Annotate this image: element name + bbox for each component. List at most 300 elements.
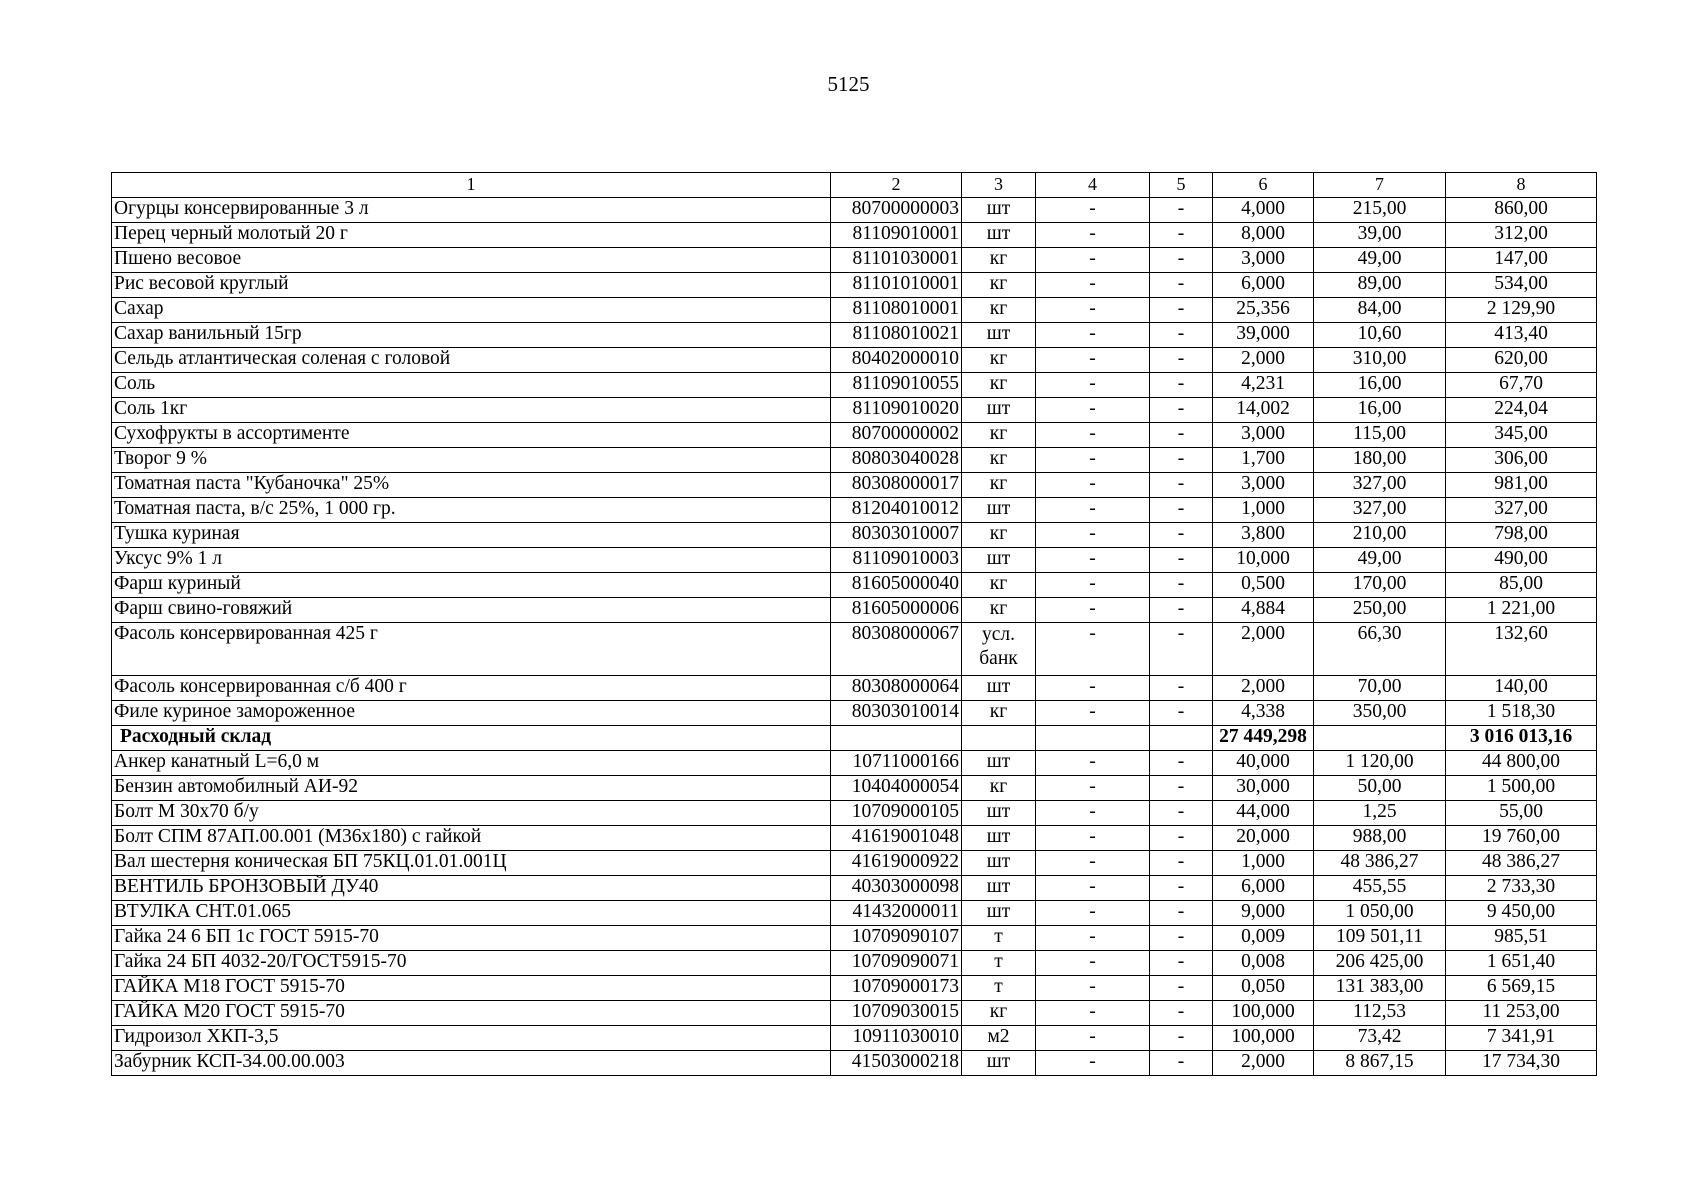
unit-cell: кг — [962, 473, 1036, 498]
unit-cell: кг — [962, 448, 1036, 473]
item-code-cell: 81108010021 — [831, 323, 962, 348]
sum-cell: 327,00 — [1446, 498, 1597, 523]
price-cell: 48 386,27 — [1314, 851, 1446, 876]
col4-cell: - — [1036, 826, 1150, 851]
sum-cell: 620,00 — [1446, 348, 1597, 373]
sum-cell: 345,00 — [1446, 423, 1597, 448]
col5-cell: - — [1150, 298, 1213, 323]
table-row — [112, 398, 1597, 423]
col4-cell: - — [1036, 951, 1150, 976]
col5-cell: - — [1150, 751, 1213, 776]
quantity-cell: 2,000 — [1213, 1051, 1314, 1076]
table-row — [112, 776, 1597, 801]
quantity-cell: 1,700 — [1213, 448, 1314, 473]
item-name-cell: Творог 9 % — [112, 448, 831, 473]
column-header: 7 — [1314, 173, 1446, 198]
sum-cell: 55,00 — [1446, 801, 1597, 826]
item-name-cell: Тушка куриная — [112, 523, 831, 548]
unit-cell: кг — [962, 573, 1036, 598]
quantity-cell: 4,231 — [1213, 373, 1314, 398]
col4-cell: - — [1036, 926, 1150, 951]
item-name-cell: Томатная паста, в/с 25%, 1 000 гр. — [112, 498, 831, 523]
table-row — [112, 623, 1597, 676]
sum-cell: 140,00 — [1446, 676, 1597, 701]
table-row — [112, 248, 1597, 273]
col5-cell: - — [1150, 373, 1213, 398]
sum-cell: 9 450,00 — [1446, 901, 1597, 926]
sum-cell: 306,00 — [1446, 448, 1597, 473]
item-code-cell: 80700000003 — [831, 198, 962, 223]
unit-cell: шт — [962, 851, 1036, 876]
item-name-cell: ВТУЛКА СНТ.01.065 — [112, 901, 831, 926]
price-cell: 327,00 — [1314, 473, 1446, 498]
quantity-cell: 40,000 — [1213, 751, 1314, 776]
col5-cell: - — [1150, 323, 1213, 348]
price-cell: 49,00 — [1314, 548, 1446, 573]
col4-cell: - — [1036, 751, 1150, 776]
price-cell: 206 425,00 — [1314, 951, 1446, 976]
item-code-cell: 10711000166 — [831, 751, 962, 776]
price-cell: 16,00 — [1314, 373, 1446, 398]
item-code-cell: 80308000064 — [831, 676, 962, 701]
col4-cell: - — [1036, 223, 1150, 248]
unit-cell: усл. банк — [962, 623, 1036, 676]
sum-cell: 11 253,00 — [1446, 1001, 1597, 1026]
col5-cell: - — [1150, 448, 1213, 473]
quantity-cell: 4,338 — [1213, 701, 1314, 726]
column-header: 1 — [112, 173, 831, 198]
table-row — [112, 1051, 1597, 1076]
item-code-cell: 81101030001 — [831, 248, 962, 273]
col4-cell — [1036, 726, 1150, 751]
sum-cell: 224,04 — [1446, 398, 1597, 423]
unit-cell: шт — [962, 223, 1036, 248]
unit-cell: шт — [962, 676, 1036, 701]
col4-cell: - — [1036, 701, 1150, 726]
col4-cell: - — [1036, 876, 1150, 901]
col4-cell: - — [1036, 623, 1150, 676]
price-cell: 215,00 — [1314, 198, 1446, 223]
price-cell: 1 050,00 — [1314, 901, 1446, 926]
col5-cell: - — [1150, 976, 1213, 1001]
table-row — [112, 273, 1597, 298]
item-name-cell: Сухофрукты в ассортименте — [112, 423, 831, 448]
unit-cell: кг — [962, 776, 1036, 801]
page-number: 5125 — [827, 72, 870, 96]
price-cell: 89,00 — [1314, 273, 1446, 298]
sum-cell: 798,00 — [1446, 523, 1597, 548]
col4-cell: - — [1036, 976, 1150, 1001]
quantity-cell: 9,000 — [1213, 901, 1314, 926]
column-header: 4 — [1036, 173, 1150, 198]
col5-cell — [1150, 726, 1213, 751]
col5-cell: - — [1150, 348, 1213, 373]
unit-cell: кг — [962, 248, 1036, 273]
sum-cell: 67,70 — [1446, 373, 1597, 398]
unit-cell: кг — [962, 348, 1036, 373]
item-name-cell: Анкер канатный L=6,0 м — [112, 751, 831, 776]
unit-cell: т — [962, 976, 1036, 1001]
table-row — [112, 523, 1597, 548]
table-row — [112, 1026, 1597, 1051]
sum-cell: 490,00 — [1446, 548, 1597, 573]
table-row — [112, 223, 1597, 248]
item-name-cell: Пшено весовое — [112, 248, 831, 273]
price-cell: 1 120,00 — [1314, 751, 1446, 776]
col4-cell: - — [1036, 498, 1150, 523]
price-cell: 112,53 — [1314, 1001, 1446, 1026]
item-code-cell: 41432000011 — [831, 901, 962, 926]
header-row — [112, 173, 1597, 198]
col5-cell: - — [1150, 223, 1213, 248]
item-name-cell: Томатная паста "Кубаночка" 25% — [112, 473, 831, 498]
quantity-cell: 0,050 — [1213, 976, 1314, 1001]
unit-cell: кг — [962, 423, 1036, 448]
col5-cell: - — [1150, 1001, 1213, 1026]
col5-cell: - — [1150, 1026, 1213, 1051]
sum-cell: 3 016 013,16 — [1446, 726, 1597, 751]
item-name-cell: Уксус 9% 1 л — [112, 548, 831, 573]
quantity-cell: 100,000 — [1213, 1001, 1314, 1026]
col5-cell: - — [1150, 951, 1213, 976]
price-cell: 70,00 — [1314, 676, 1446, 701]
col4-cell: - — [1036, 573, 1150, 598]
item-name-cell: ГАЙКА М18 ГОСТ 5915-70 — [112, 976, 831, 1001]
unit-cell: шт — [962, 198, 1036, 223]
col5-cell: - — [1150, 523, 1213, 548]
item-name-cell: Бензин автомобилный АИ-92 — [112, 776, 831, 801]
sum-cell: 48 386,27 — [1446, 851, 1597, 876]
sum-cell: 1 221,00 — [1446, 598, 1597, 623]
col5-cell: - — [1150, 901, 1213, 926]
col5-cell: - — [1150, 498, 1213, 523]
item-code-cell: 41503000218 — [831, 1051, 962, 1076]
sum-cell: 985,51 — [1446, 926, 1597, 951]
price-cell: 180,00 — [1314, 448, 1446, 473]
unit-cell: шт — [962, 901, 1036, 926]
col5-cell: - — [1150, 701, 1213, 726]
col4-cell: - — [1036, 676, 1150, 701]
col5-cell: - — [1150, 423, 1213, 448]
table-row — [112, 701, 1597, 726]
quantity-cell: 6,000 — [1213, 876, 1314, 901]
item-name-cell: Филе куриное замороженное — [112, 701, 831, 726]
quantity-cell: 25,356 — [1213, 298, 1314, 323]
table-row — [112, 851, 1597, 876]
col5-cell: - — [1150, 623, 1213, 676]
col4-cell: - — [1036, 523, 1150, 548]
price-cell: 1,25 — [1314, 801, 1446, 826]
quantity-cell: 3,000 — [1213, 473, 1314, 498]
sum-cell: 6 569,15 — [1446, 976, 1597, 1001]
col5-cell: - — [1150, 876, 1213, 901]
price-cell: 8 867,15 — [1314, 1051, 1446, 1076]
col4-cell: - — [1036, 1051, 1150, 1076]
price-cell: 10,60 — [1314, 323, 1446, 348]
unit-cell: шт — [962, 323, 1036, 348]
price-cell: 16,00 — [1314, 398, 1446, 423]
unit-cell: шт — [962, 876, 1036, 901]
quantity-cell: 4,884 — [1213, 598, 1314, 623]
price-cell: 455,55 — [1314, 876, 1446, 901]
table-row — [112, 423, 1597, 448]
price-cell: 50,00 — [1314, 776, 1446, 801]
item-code-cell: 81108010001 — [831, 298, 962, 323]
unit-cell: шт — [962, 751, 1036, 776]
item-code-cell: 80402000010 — [831, 348, 962, 373]
quantity-cell: 14,002 — [1213, 398, 1314, 423]
col4-cell: - — [1036, 901, 1150, 926]
table-row — [112, 901, 1597, 926]
sum-cell: 44 800,00 — [1446, 751, 1597, 776]
sum-cell: 413,40 — [1446, 323, 1597, 348]
item-name-cell: Болт М 30х70 б/у — [112, 801, 831, 826]
item-name-cell: Фарш свино-говяжий — [112, 598, 831, 623]
price-cell: 131 383,00 — [1314, 976, 1446, 1001]
table-row — [112, 548, 1597, 573]
col4-cell: - — [1036, 373, 1150, 398]
table-row — [112, 198, 1597, 223]
col4-cell: - — [1036, 423, 1150, 448]
col5-cell: - — [1150, 826, 1213, 851]
unit-cell: кг — [962, 598, 1036, 623]
item-code-cell: 41619001048 — [831, 826, 962, 851]
item-name-cell: Перец черный молотый 20 г — [112, 223, 831, 248]
item-code-cell: 10709030015 — [831, 1001, 962, 1026]
unit-cell: кг — [962, 373, 1036, 398]
section-total-row — [112, 726, 1597, 751]
unit-cell: шт — [962, 826, 1036, 851]
unit-cell — [962, 726, 1036, 751]
quantity-cell: 0,008 — [1213, 951, 1314, 976]
table-row — [112, 323, 1597, 348]
item-name-cell: ГАЙКА М20 ГОСТ 5915-70 — [112, 1001, 831, 1026]
quantity-cell: 39,000 — [1213, 323, 1314, 348]
item-code-cell: 81109010001 — [831, 223, 962, 248]
sum-cell: 132,60 — [1446, 623, 1597, 676]
item-code-cell: 10709000105 — [831, 801, 962, 826]
item-code-cell: 41619000922 — [831, 851, 962, 876]
table-row — [112, 1001, 1597, 1026]
col5-cell: - — [1150, 801, 1213, 826]
item-code-cell: 81109010055 — [831, 373, 962, 398]
item-name-cell: Фасоль консервированная 425 г — [112, 623, 831, 676]
col4-cell: - — [1036, 348, 1150, 373]
sum-cell: 7 341,91 — [1446, 1026, 1597, 1051]
item-name-cell: Болт СПМ 87АП.00.001 (М36х180) с гайкой — [112, 826, 831, 851]
quantity-cell: 8,000 — [1213, 223, 1314, 248]
quantity-cell: 2,000 — [1213, 348, 1314, 373]
sum-cell: 2 733,30 — [1446, 876, 1597, 901]
col5-cell: - — [1150, 573, 1213, 598]
unit-cell: т — [962, 926, 1036, 951]
col5-cell: - — [1150, 776, 1213, 801]
item-code-cell: 80303010014 — [831, 701, 962, 726]
item-code-cell: 81605000040 — [831, 573, 962, 598]
quantity-cell: 3,000 — [1213, 423, 1314, 448]
item-code-cell: 80700000002 — [831, 423, 962, 448]
table-row — [112, 573, 1597, 598]
unit-cell: м2 — [962, 1026, 1036, 1051]
item-name-cell: Расходный склад — [112, 726, 831, 751]
quantity-cell: 44,000 — [1213, 801, 1314, 826]
table-body — [112, 173, 1597, 1076]
item-name-cell: Огурцы консервированные 3 л — [112, 198, 831, 223]
col4-cell: - — [1036, 473, 1150, 498]
item-name-cell: ВЕНТИЛЬ БРОНЗОВЫЙ ДУ40 — [112, 876, 831, 901]
column-header: 5 — [1150, 173, 1213, 198]
table-row — [112, 976, 1597, 1001]
quantity-cell: 30,000 — [1213, 776, 1314, 801]
unit-cell: шт — [962, 548, 1036, 573]
price-cell: 73,42 — [1314, 1026, 1446, 1051]
item-code-cell: 80803040028 — [831, 448, 962, 473]
col4-cell: - — [1036, 398, 1150, 423]
price-cell: 39,00 — [1314, 223, 1446, 248]
col4-cell: - — [1036, 323, 1150, 348]
item-name-cell: Соль 1кг — [112, 398, 831, 423]
quantity-cell: 20,000 — [1213, 826, 1314, 851]
item-code-cell: 81101010001 — [831, 273, 962, 298]
column-header: 3 — [962, 173, 1036, 198]
col5-cell: - — [1150, 248, 1213, 273]
item-name-cell: Забурник КСП-34.00.00.003 — [112, 1051, 831, 1076]
item-code-cell: 40303000098 — [831, 876, 962, 901]
unit-cell: кг — [962, 523, 1036, 548]
item-name-cell: Соль — [112, 373, 831, 398]
quantity-cell: 0,009 — [1213, 926, 1314, 951]
col5-cell: - — [1150, 676, 1213, 701]
item-name-cell: Гидроизол ХКП-3,5 — [112, 1026, 831, 1051]
col4-cell: - — [1036, 1001, 1150, 1026]
col4-cell: - — [1036, 1026, 1150, 1051]
table-row — [112, 448, 1597, 473]
item-code-cell: 80303010007 — [831, 523, 962, 548]
item-name-cell: Гайка 24 6 БП 1с ГОСТ 5915-70 — [112, 926, 831, 951]
table-row — [112, 826, 1597, 851]
item-code-cell: 10911030010 — [831, 1026, 962, 1051]
col4-cell: - — [1036, 851, 1150, 876]
col4-cell: - — [1036, 598, 1150, 623]
item-name-cell: Фасоль консервированная с/б 400 г — [112, 676, 831, 701]
sum-cell: 312,00 — [1446, 223, 1597, 248]
col5-cell: - — [1150, 473, 1213, 498]
col5-cell: - — [1150, 198, 1213, 223]
sum-cell: 147,00 — [1446, 248, 1597, 273]
price-cell: 988,00 — [1314, 826, 1446, 851]
quantity-cell: 3,000 — [1213, 248, 1314, 273]
item-code-cell: 80308000067 — [831, 623, 962, 676]
item-name-cell: Фарш куриный — [112, 573, 831, 598]
item-code-cell: 10709090071 — [831, 951, 962, 976]
sum-cell: 981,00 — [1446, 473, 1597, 498]
item-name-cell: Вал шестерня коническая БП 75КЦ.01.01.001Ц — [112, 851, 831, 876]
quantity-cell: 2,000 — [1213, 623, 1314, 676]
col4-cell: - — [1036, 548, 1150, 573]
table-row — [112, 598, 1597, 623]
quantity-cell: 10,000 — [1213, 548, 1314, 573]
sum-cell: 1 500,00 — [1446, 776, 1597, 801]
item-code-cell: 10709000173 — [831, 976, 962, 1001]
price-cell: 115,00 — [1314, 423, 1446, 448]
col4-cell: - — [1036, 298, 1150, 323]
sum-cell: 85,00 — [1446, 573, 1597, 598]
price-cell: 84,00 — [1314, 298, 1446, 323]
price-cell: 109 501,11 — [1314, 926, 1446, 951]
sum-cell: 1 518,30 — [1446, 701, 1597, 726]
quantity-cell: 100,000 — [1213, 1026, 1314, 1051]
unit-cell: т — [962, 951, 1036, 976]
quantity-cell: 3,800 — [1213, 523, 1314, 548]
unit-cell: кг — [962, 1001, 1036, 1026]
col4-cell: - — [1036, 273, 1150, 298]
item-name-cell: Рис весовой круглый — [112, 273, 831, 298]
table-row — [112, 876, 1597, 901]
item-name-cell: Сахар ванильный 15гр — [112, 323, 831, 348]
quantity-cell: 2,000 — [1213, 676, 1314, 701]
item-code-cell: 10709090107 — [831, 926, 962, 951]
col5-cell: - — [1150, 548, 1213, 573]
col4-cell: - — [1036, 448, 1150, 473]
sum-cell: 860,00 — [1446, 198, 1597, 223]
price-cell: 250,00 — [1314, 598, 1446, 623]
col4-cell: - — [1036, 248, 1150, 273]
unit-cell: кг — [962, 298, 1036, 323]
table-row — [112, 951, 1597, 976]
quantity-cell: 1,000 — [1213, 498, 1314, 523]
table-row — [112, 298, 1597, 323]
quantity-cell: 27 449,298 — [1213, 726, 1314, 751]
inventory-table — [111, 172, 1597, 1076]
item-name-cell: Сельдь атлантическая соленая с головой — [112, 348, 831, 373]
item-code-cell: 81204010012 — [831, 498, 962, 523]
table-row — [112, 751, 1597, 776]
item-code-cell — [831, 726, 962, 751]
table-row — [112, 498, 1597, 523]
quantity-cell: 4,000 — [1213, 198, 1314, 223]
item-code-cell: 80308000017 — [831, 473, 962, 498]
price-cell: 327,00 — [1314, 498, 1446, 523]
unit-cell: шт — [962, 498, 1036, 523]
price-cell — [1314, 726, 1446, 751]
unit-cell: шт — [962, 1051, 1036, 1076]
price-cell: 350,00 — [1314, 701, 1446, 726]
item-code-cell: 81109010003 — [831, 548, 962, 573]
table-row — [112, 676, 1597, 701]
unit-cell: кг — [962, 701, 1036, 726]
item-code-cell: 10404000054 — [831, 776, 962, 801]
unit-cell: шт — [962, 398, 1036, 423]
col4-cell: - — [1036, 801, 1150, 826]
quantity-cell: 6,000 — [1213, 273, 1314, 298]
item-code-cell: 81605000006 — [831, 598, 962, 623]
item-name-cell: Гайка 24 БП 4032-20/ГОСТ5915-70 — [112, 951, 831, 976]
col5-cell: - — [1150, 598, 1213, 623]
unit-cell: кг — [962, 273, 1036, 298]
col5-cell: - — [1150, 851, 1213, 876]
unit-cell: шт — [962, 801, 1036, 826]
sum-cell: 1 651,40 — [1446, 951, 1597, 976]
sum-cell: 19 760,00 — [1446, 826, 1597, 851]
table-row — [112, 801, 1597, 826]
col5-cell: - — [1150, 273, 1213, 298]
quantity-cell: 0,500 — [1213, 573, 1314, 598]
sum-cell: 17 734,30 — [1446, 1051, 1597, 1076]
col5-cell: - — [1150, 926, 1213, 951]
column-header: 8 — [1446, 173, 1597, 198]
table-row — [112, 473, 1597, 498]
col4-cell: - — [1036, 776, 1150, 801]
